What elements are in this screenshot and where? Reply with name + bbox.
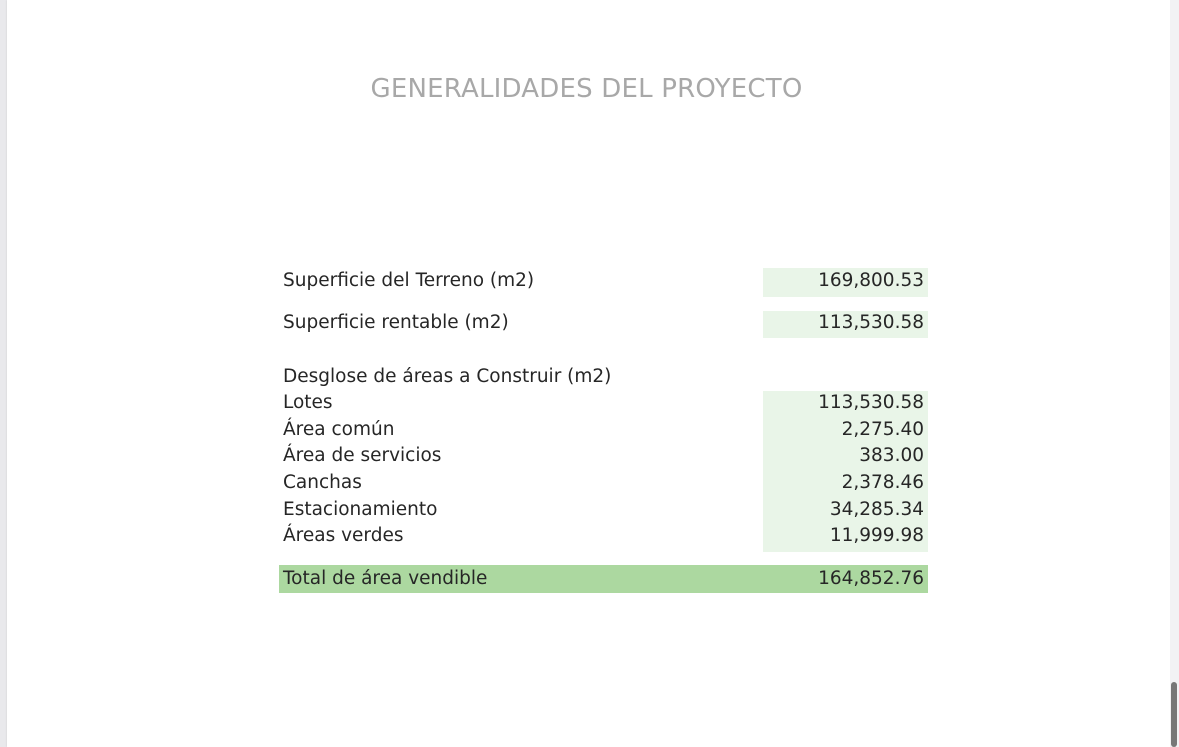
area-servicios-label: Área de servicios [283,445,442,466]
lotes-label: Lotes [283,392,333,413]
lotes-value: 113,530.58 [818,392,924,413]
total-value: 164,852.76 [818,568,924,589]
areas-verdes-value: 11,999.98 [829,525,924,546]
desglose-heading: Desglose de áreas a Construir (m2) [283,366,612,387]
canchas-label: Canchas [283,472,362,493]
terreno-value: 169,800.53 [818,270,924,291]
rentable-value: 113,530.58 [818,312,924,333]
rentable-label: Superficie rentable (m2) [283,312,509,333]
estacionamiento-label: Estacionamiento [283,499,438,520]
total-label: Total de área vendible [283,568,488,589]
scrollbar-thumb[interactable] [1171,682,1177,747]
terreno-label: Superficie del Terreno (m2) [283,270,535,291]
area-comun-label: Área común [283,419,395,440]
area-comun-value: 2,275.40 [841,419,924,440]
areas-verdes-label: Áreas verdes [283,525,404,546]
area-servicios-value: 383.00 [859,445,924,466]
document-page [7,0,1170,747]
vertical-scrollbar[interactable] [1170,0,1179,747]
page-title: GENERALIDADES DEL PROYECTO [370,74,803,104]
canchas-value: 2,378.46 [841,472,924,493]
estacionamiento-value: 34,285.34 [829,499,924,520]
